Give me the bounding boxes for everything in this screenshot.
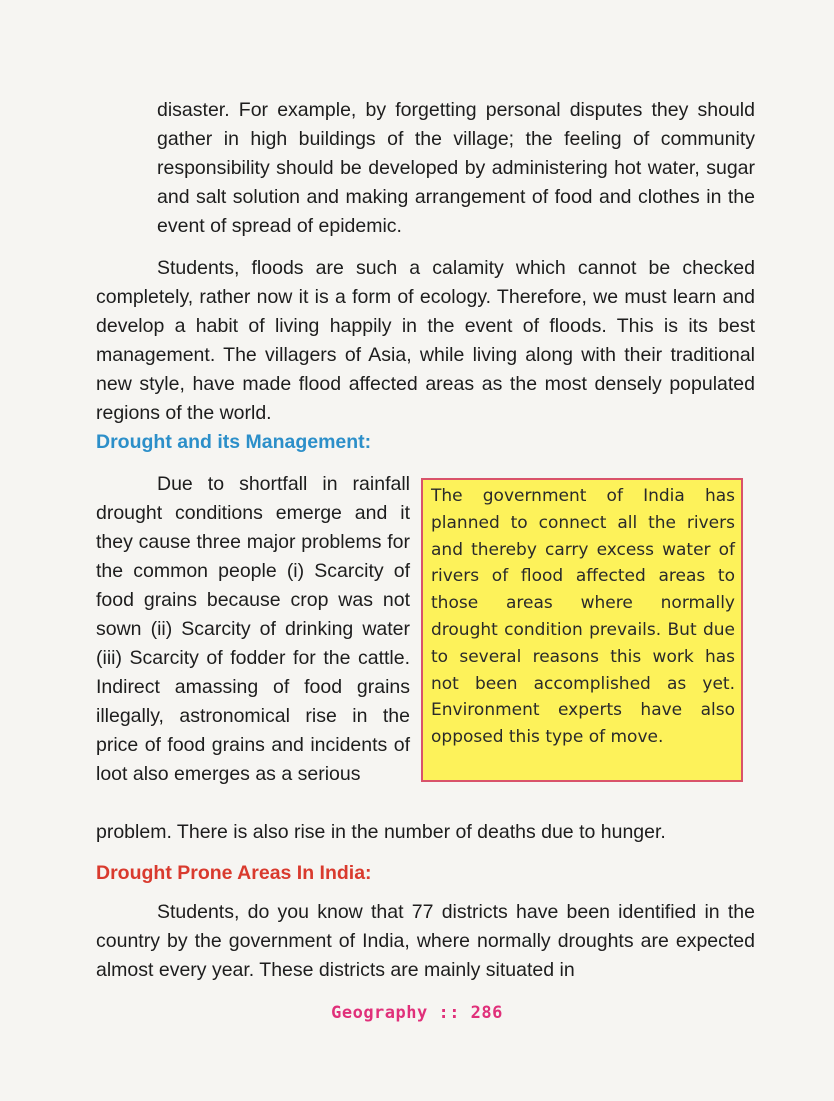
heading-drought-management: Drought and its Management: <box>96 431 372 453</box>
note-box-text: The government of India has planned to connect all the rivers and thereby carry excess water of rivers of flood affected areas to those areas where normally drought condition prevails. But due to several reasons this work has not been accomplished as yet. Environment experts have also opposed this type of move. <box>431 486 735 748</box>
paragraph-disaster-management: disaster. For example, by forgetting personal disputes they should gather in high buildings of the village; the feeling of community responsibility should be developed by administering hot water, sugar and salt solution and making arrangement of food and clothes in the event of spread of epidemic. <box>157 99 755 237</box>
river-linking-note-box <box>421 478 743 782</box>
paragraph-drought-causes: Due to shortfall in rainfall drought conditions emerge and it they cause three major problems for the common people (i) Scarcity of food grains because crop was not sown (ii) Scarcity of drinking water (iii) Scarcity of fodder for the cattle. Indirect amassing of food grains illegally, astronomical rise in the price of food grains and incidents of loot also emerges as a serious <box>96 473 410 785</box>
heading-drought-prone-areas: Drought Prone Areas In India: <box>96 862 372 884</box>
paragraph-floods-ecology: Students, floods are such a calamity which cannot be checked completely, rather now it is a form of ecology. Therefore, we must learn and develop a habit of living happily in the event of floods. This is its best management. The villagers of Asia, while living along with their traditional new style, have made flood affected areas as the most densely populated regions of the world. <box>96 257 755 424</box>
drought-column <box>96 470 410 789</box>
paragraph-drought-continuation: problem. There is also rise in the number of deaths due to hunger. <box>96 821 666 843</box>
paragraph-drought-districts: Students, do you know that 77 districts have been identified in the country by the government of India, where normally droughts are expected almost every year. These districts are mainly situated in <box>96 901 755 981</box>
page-footer: Geography :: 286 <box>331 1003 503 1023</box>
